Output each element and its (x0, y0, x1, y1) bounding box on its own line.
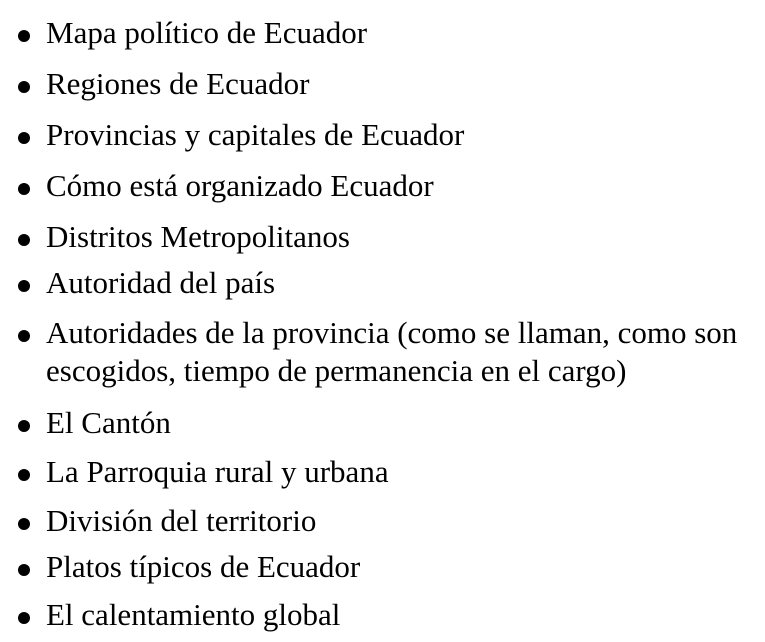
bullet-icon (18, 132, 30, 144)
list-item (46, 314, 761, 389)
bullet-icon (18, 612, 30, 624)
list-item-label: Provincias y capitales de Ecuador (46, 117, 465, 152)
list-item-label: La Parroquia rural y urbana (46, 454, 389, 489)
list-item-label: El calentamiento global (46, 597, 341, 632)
bullet-icon (18, 564, 30, 576)
bullet-icon (18, 330, 30, 342)
list-item-label: Platos típicos de Ecuador (46, 549, 361, 584)
list-item (46, 218, 761, 256)
list-item-label: División del territorio (46, 503, 317, 538)
list-item-label: El Cantón (46, 405, 171, 440)
list-item-label: Mapa político de Ecuador (46, 15, 368, 50)
list-item (46, 548, 761, 586)
list-item-label: Autoridades de la provincia (como se llaman, como son escogidos, tiempo de permanencia en el cargo) (46, 315, 738, 388)
list-item (46, 14, 761, 52)
list-item-label: Regiones de Ecuador (46, 66, 310, 101)
bullet-icon (18, 280, 30, 292)
bullet-icon (18, 420, 30, 432)
bullet-icon (18, 469, 30, 481)
bullet-icon (18, 30, 30, 42)
list-item-label: Cómo está organizado Ecuador (46, 168, 434, 203)
bullet-icon (18, 234, 30, 246)
bullet-icon (18, 518, 30, 530)
list-item-label: Distritos Metropolitanos (46, 219, 350, 254)
list-item (46, 116, 761, 154)
bullet-icon (18, 81, 30, 93)
list-item (46, 404, 761, 442)
list-item (46, 167, 761, 205)
list-item-label: Autoridad del país (46, 265, 276, 300)
list-item (46, 502, 761, 540)
list-item (46, 596, 761, 634)
bullet-icon (18, 183, 30, 195)
list-item (46, 65, 761, 103)
list-item (46, 453, 761, 491)
list-item (46, 264, 761, 302)
